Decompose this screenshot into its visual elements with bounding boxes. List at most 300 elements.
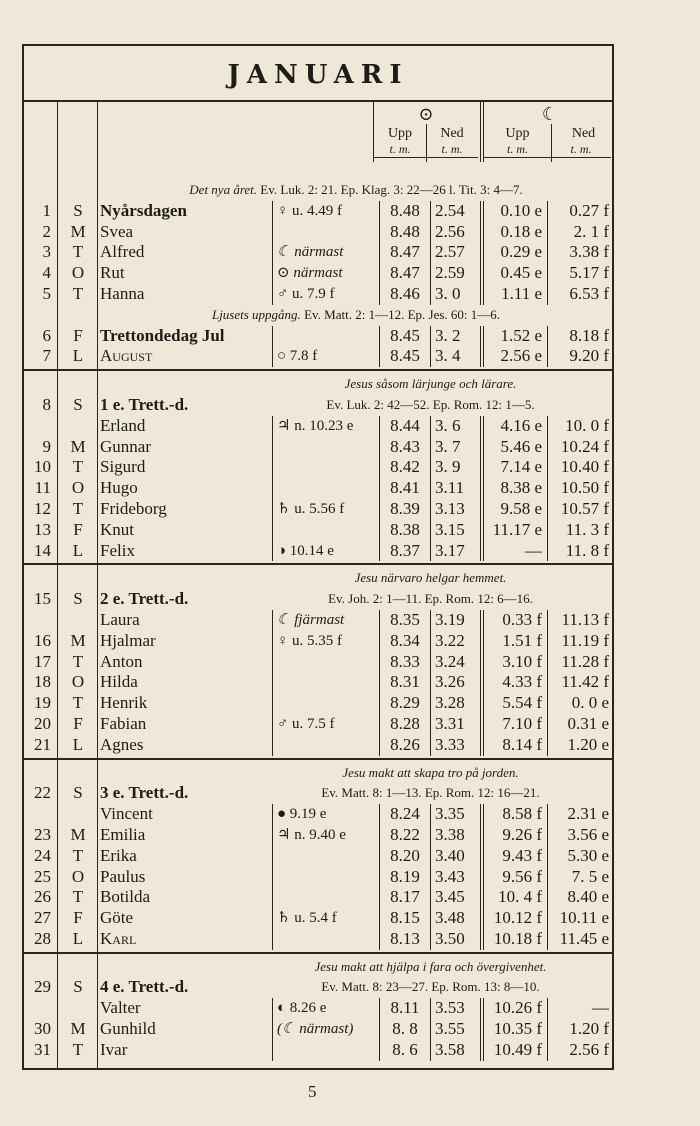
astronomical-note: (☾ närmast) [272, 1019, 379, 1040]
weekday: T [72, 457, 84, 477]
sunset: 2.57 [430, 242, 480, 263]
week-section [24, 162, 612, 371]
page-number: 5 [308, 1082, 317, 1101]
sunset: 3.38 [430, 825, 480, 846]
day-number: 8 [42, 394, 51, 414]
moonset: 10.40 f [547, 457, 612, 478]
weekday: M [70, 630, 86, 650]
sunrise: 8.47 [379, 242, 430, 263]
day-number: 9 [42, 436, 51, 456]
day-row [24, 908, 612, 929]
moonset: 8.18 f [547, 326, 612, 347]
day-number: 30 [34, 1019, 51, 1039]
moonset: 3.38 f [547, 242, 612, 263]
day-row [24, 652, 612, 673]
moonrise: 2.56 e [480, 346, 547, 367]
sunrise: 8.34 [379, 631, 430, 652]
sunset: 3.22 [430, 631, 480, 652]
moonrise: 7.14 e [480, 457, 547, 478]
day-number: 21 [34, 734, 51, 754]
moonset: 0.31 e [547, 714, 612, 735]
weekday [59, 610, 97, 631]
moonset: 11.13 f [547, 610, 612, 631]
sunday-theme-text: Jesu närvaro helgar hemmet. [354, 570, 507, 586]
day-number [24, 998, 57, 1019]
sunrise: 8.41 [379, 478, 430, 499]
moonset: 11.45 e [547, 929, 612, 950]
name-day: Fabian [100, 713, 147, 733]
moonrise: 4.33 f [480, 672, 547, 693]
day-number: 15 [34, 589, 51, 609]
day-number: 29 [34, 977, 51, 997]
moonrise: 9.58 e [480, 499, 547, 520]
moonrise: 9.26 f [480, 825, 547, 846]
day-row [24, 346, 612, 367]
weekday: F [73, 519, 83, 539]
day-row [24, 201, 612, 222]
sunrise: 8.33 [379, 652, 430, 673]
name-day: Karl [100, 928, 137, 948]
calendar-body [24, 162, 612, 1063]
scripture-note [24, 305, 612, 326]
weekday: O [71, 672, 85, 692]
sunrise: 8.43 [379, 437, 430, 458]
name-day: Paulus [100, 866, 146, 886]
day-row [24, 610, 612, 631]
weekday: T [72, 693, 84, 713]
astronomical-note: ♀ u. 5.35 f [272, 631, 379, 652]
name-day: Knut [100, 519, 134, 539]
sunrise: 8.47 [379, 263, 430, 284]
sunset: 2.56 [430, 222, 480, 243]
moonrise: 1.52 e [480, 326, 547, 347]
moonrise: 8.58 f [480, 804, 547, 825]
sunday-theme [24, 568, 612, 589]
sunday-row [24, 977, 612, 998]
sunrise: 8.20 [379, 846, 430, 867]
weekday: L [72, 346, 84, 366]
moonrise: 10.35 f [480, 1019, 547, 1040]
name-day: Gunhild [100, 1019, 156, 1039]
astronomical-note [272, 929, 379, 950]
weekday: O [71, 866, 85, 886]
scripture-note [24, 180, 612, 201]
sunset: 2.54 [430, 201, 480, 222]
day-row [24, 284, 612, 305]
weekday: O [71, 263, 85, 283]
sunset: 3.40 [430, 846, 480, 867]
weekday: S [73, 200, 83, 220]
astronomical-note [272, 735, 379, 756]
name-day: Emilia [100, 824, 146, 844]
day-number: 17 [34, 651, 51, 671]
sunrise: 8.22 [379, 825, 430, 846]
moon-rise-label: Upp [505, 126, 530, 141]
sunset: 2.59 [430, 263, 480, 284]
moonset: 7. 5 e [547, 867, 612, 888]
sunday-row [24, 395, 612, 416]
sunday-row [24, 589, 612, 610]
name-day: Erland [100, 415, 146, 435]
sunrise: 8.15 [379, 908, 430, 929]
day-number: 31 [34, 1039, 51, 1059]
sunset: 3. 9 [430, 457, 480, 478]
sunset: 3.35 [430, 804, 480, 825]
sunday-theme-text: Jesu makt att hjälpa i fara och övergivenhet. [314, 958, 547, 974]
sunrise: 8.42 [379, 457, 430, 478]
sunday-theme [24, 374, 612, 395]
name-day: Rut [100, 263, 125, 283]
sunset: 3.33 [430, 735, 480, 756]
weekday [59, 416, 97, 437]
day-row [24, 714, 612, 735]
astronomical-note: ♃ n. 9.40 e [272, 825, 379, 846]
weekday: S [73, 977, 83, 997]
astronomical-note: ◑ 10.14 e [272, 541, 379, 562]
astronomical-note: ♀ u. 4.49 f [272, 201, 379, 222]
name-day: Vincent [100, 804, 153, 824]
sunrise: 8.11 [379, 998, 430, 1019]
sunset: 3.31 [430, 714, 480, 735]
weekday: T [72, 1039, 84, 1059]
day-number [24, 610, 57, 631]
scripture-reference: Ev. Matt. 8: 23—27. Ep. Rom. 13: 8—10. [321, 979, 540, 995]
moonset: 2.31 e [547, 804, 612, 825]
day-number: 25 [34, 866, 51, 886]
weekday: T [72, 283, 84, 303]
sunset: 3. 7 [430, 437, 480, 458]
sunset: 3.15 [430, 520, 480, 541]
day-number: 5 [42, 283, 51, 303]
name-day: Agnes [100, 734, 144, 754]
sunrise: 8.28 [379, 714, 430, 735]
sunday-theme [24, 763, 612, 784]
day-row [24, 867, 612, 888]
day-row [24, 1040, 612, 1061]
sunrise: 8. 8 [379, 1019, 430, 1040]
day-row [24, 222, 612, 243]
sun-set-label: Ned [440, 126, 464, 141]
sunrise: 8.13 [379, 929, 430, 950]
name-day: Botilda [100, 887, 151, 907]
weekday [59, 804, 97, 825]
sunday-name: 1 e. Trett.-d. [100, 394, 189, 414]
day-row [24, 326, 612, 347]
moonset: 1.20 e [547, 735, 612, 756]
sunset: 3. 0 [430, 284, 480, 305]
day-number: 11 [34, 478, 51, 498]
moonset: 10.24 f [547, 437, 612, 458]
name-day: Göte [100, 908, 134, 928]
week-section [24, 760, 612, 954]
weekday: S [73, 394, 83, 414]
astronomical-note: ♂ u. 7.9 f [272, 284, 379, 305]
scripture-reference: Ev. Joh. 2: 1—11. Ep. Rom. 12: 6—16. [328, 591, 533, 607]
moonrise: 1.11 e [480, 284, 547, 305]
day-row [24, 520, 612, 541]
weekday: M [70, 221, 86, 241]
moonrise: 9.56 f [480, 867, 547, 888]
day-row [24, 242, 612, 263]
scripture-reference: Ev. Matt. 8: 1—13. Ep. Rom. 12: 16—21. [321, 785, 540, 801]
weekday: O [71, 478, 85, 498]
moon-set-units: t. m. [551, 142, 611, 158]
astronomical-note: ♄ u. 5.4 f [272, 908, 379, 929]
sunday-row [24, 783, 612, 804]
sunset: 3. 2 [430, 326, 480, 347]
name-day: Valter [100, 998, 141, 1018]
moon-header [480, 102, 616, 162]
moonset: 5.17 f [547, 263, 612, 284]
week-section [24, 954, 612, 1063]
moonrise: — [480, 541, 547, 562]
sunday-theme [24, 957, 612, 978]
day-row [24, 672, 612, 693]
note-reference: Ev. Luk. 2: 21. Ep. Klag. 3: 22—26 l. Tit. 3: 4—7. [257, 182, 523, 197]
moon-icon: ☾ [541, 104, 559, 124]
scripture-note-text [100, 180, 612, 201]
name-day: Hanna [100, 283, 145, 303]
moonrise: 10.26 f [480, 998, 547, 1019]
sun-icon: ⊙ [418, 104, 434, 124]
day-number: 2 [42, 221, 51, 241]
sunrise: 8.38 [379, 520, 430, 541]
weekday: F [73, 713, 83, 733]
astronomical-note: ☾ fjärmast [272, 610, 379, 631]
astronomical-note [272, 222, 379, 243]
astronomical-note [272, 520, 379, 541]
moonrise: 9.43 f [480, 846, 547, 867]
moonrise: 8.14 f [480, 735, 547, 756]
day-number [24, 804, 57, 825]
name-day: Felix [100, 540, 135, 560]
weekday: M [70, 436, 86, 456]
day-number: 22 [34, 783, 51, 803]
sunset: 3.55 [430, 1019, 480, 1040]
weekday: T [72, 242, 84, 262]
moonset: 10.57 f [547, 499, 612, 520]
weekday: L [72, 734, 84, 754]
moonset: 2.56 f [547, 1040, 612, 1061]
weekday: M [70, 1019, 86, 1039]
sunrise: 8.17 [379, 887, 430, 908]
sun-header [373, 102, 482, 162]
sunrise: 8.29 [379, 693, 430, 714]
moonset: 11.19 f [547, 631, 612, 652]
name-day: Trettondedag Jul [100, 325, 225, 345]
sunrise: 8.35 [379, 610, 430, 631]
sun-rise-label: Upp [387, 126, 413, 141]
weekday: F [73, 908, 83, 928]
sunrise: 8.45 [379, 326, 430, 347]
moonrise: 10.12 f [480, 908, 547, 929]
moonset: 2. 1 f [547, 222, 612, 243]
astronomical-note: ☾ närmast [272, 242, 379, 263]
moonset: 3.56 e [547, 825, 612, 846]
sunday-name: 4 e. Trett.-d. [100, 977, 189, 997]
sunday-name: 3 e. Trett.-d. [100, 783, 189, 803]
day-number: 4 [42, 263, 51, 283]
moonrise: 10. 4 f [480, 887, 547, 908]
weekday: L [72, 540, 84, 560]
sunrise: 8. 6 [379, 1040, 430, 1061]
astronomical-note [272, 326, 379, 347]
astronomical-note [272, 867, 379, 888]
weekday: T [72, 651, 84, 671]
sunset: 3.13 [430, 499, 480, 520]
weekday: L [72, 928, 84, 948]
sunrise: 8.31 [379, 672, 430, 693]
sunset: 3.48 [430, 908, 480, 929]
moonrise: 0.45 e [480, 263, 547, 284]
moonset: — [547, 998, 612, 1019]
sun-set-units: t. m. [426, 142, 478, 158]
day-number: 20 [34, 713, 51, 733]
sunset: 3.53 [430, 998, 480, 1019]
day-row [24, 541, 612, 562]
sunrise: 8.48 [379, 201, 430, 222]
moonrise: 8.38 e [480, 478, 547, 499]
moonrise: 7.10 f [480, 714, 547, 735]
day-number: 19 [34, 693, 51, 713]
sunset: 3.50 [430, 929, 480, 950]
sunrise: 8.39 [379, 499, 430, 520]
moonset: 11. 3 f [547, 520, 612, 541]
moonset: 11. 8 f [547, 541, 612, 562]
sunrise: 8.46 [379, 284, 430, 305]
name-day: Ivar [100, 1039, 128, 1059]
name-day: Nyårsdagen [100, 200, 187, 220]
day-row [24, 693, 612, 714]
moonrise: 11.17 e [480, 520, 547, 541]
astronomical-note [272, 457, 379, 478]
moonrise: 0.29 e [480, 242, 547, 263]
day-number: 27 [34, 908, 51, 928]
day-number: 12 [34, 498, 51, 518]
astronomical-note [272, 693, 379, 714]
note-reference: Ev. Matt. 2: 1—12. Ep. Jes. 60: 1—6. [300, 306, 501, 322]
day-row [24, 825, 612, 846]
astronomical-note [272, 1040, 379, 1061]
sunset: 3.43 [430, 867, 480, 888]
name-day: August [100, 346, 153, 366]
name-day: Hjalmar [100, 630, 156, 650]
sunrise: 8.24 [379, 804, 430, 825]
day-number: 13 [34, 519, 51, 539]
moonset: 0.27 f [547, 201, 612, 222]
day-row [24, 631, 612, 652]
day-row [24, 804, 612, 825]
astronomical-note: ◐ 8.26 e [272, 998, 379, 1019]
sunset: 3.45 [430, 887, 480, 908]
sunrise: 8.44 [379, 416, 430, 437]
astronomical-note [272, 478, 379, 499]
month-title: JANUARI [24, 46, 612, 102]
moonrise: 4.16 e [480, 416, 547, 437]
moon-rise-units: t. m. [484, 142, 551, 158]
moonrise: 10.18 f [480, 929, 547, 950]
day-row [24, 416, 612, 437]
day-number: 3 [42, 242, 51, 262]
moonset: 10. 0 f [547, 416, 612, 437]
astronomical-note [272, 672, 379, 693]
sunset: 3.58 [430, 1040, 480, 1061]
note-lead: Ljusets uppgång. [211, 306, 301, 322]
sunset: 3. 4 [430, 346, 480, 367]
day-number: 6 [42, 325, 51, 345]
weekday: M [70, 824, 86, 844]
scripture-reference: Ev. Luk. 2: 42—52. Ep. Rom. 12: 1—5. [326, 396, 535, 412]
sunset: 3. 6 [430, 416, 480, 437]
day-row [24, 437, 612, 458]
weekday: T [72, 887, 84, 907]
day-row [24, 998, 612, 1019]
sunset: 3.28 [430, 693, 480, 714]
astronomical-note: ♄ u. 5.56 f [272, 499, 379, 520]
day-row [24, 478, 612, 499]
astronomical-note: ⊙ närmast [272, 263, 379, 284]
weekday: T [72, 498, 84, 518]
name-day: Alfred [100, 242, 145, 262]
sunset: 3.26 [430, 672, 480, 693]
astronomical-note [272, 652, 379, 673]
sunday-theme-text: Jesu makt att skapa tro på jorden. [342, 764, 519, 780]
sunday-theme-text: Jesus såsom lärjunge och lärare. [344, 376, 517, 392]
name-day: Sigurd [100, 457, 146, 477]
calendar-frame [22, 44, 614, 1070]
sunset: 3.17 [430, 541, 480, 562]
sunset: 3.24 [430, 652, 480, 673]
astronomical-note: ○ 7.8 f [272, 346, 379, 367]
moonset: 1.20 f [547, 1019, 612, 1040]
day-row [24, 846, 612, 867]
weekday [59, 998, 97, 1019]
day-row [24, 929, 612, 950]
name-day: Gunnar [100, 436, 151, 456]
moonset: 11.28 f [547, 652, 612, 673]
week-section [24, 565, 612, 759]
week-section [24, 371, 612, 565]
name-day: Hilda [100, 672, 138, 692]
name-day: Svea [100, 221, 134, 241]
moonset: 9.20 f [547, 346, 612, 367]
sun-rise-units: t. m. [374, 142, 426, 158]
day-number: 24 [34, 845, 51, 865]
moonrise: 5.46 e [480, 437, 547, 458]
moonset: 10.11 e [547, 908, 612, 929]
scripture-note-text [100, 305, 612, 326]
moonset: 0. 0 e [547, 693, 612, 714]
name-day: Erika [100, 845, 137, 865]
day-number: 28 [34, 928, 51, 948]
astronomical-note [272, 437, 379, 458]
moonset: 5.30 e [547, 846, 612, 867]
weekday: S [73, 589, 83, 609]
spacer [24, 168, 612, 180]
weekday: S [73, 783, 83, 803]
day-row [24, 887, 612, 908]
note-lead: Det nya året. [189, 182, 258, 197]
name-day: Frideborg [100, 498, 167, 518]
table-header [24, 102, 612, 162]
day-number: 10 [34, 457, 51, 477]
day-row [24, 499, 612, 520]
moonset: 10.50 f [547, 478, 612, 499]
day-number: 7 [42, 346, 51, 366]
astronomical-note: ● 9.19 e [272, 804, 379, 825]
name-day: Laura [100, 609, 140, 629]
sunrise: 8.37 [379, 541, 430, 562]
